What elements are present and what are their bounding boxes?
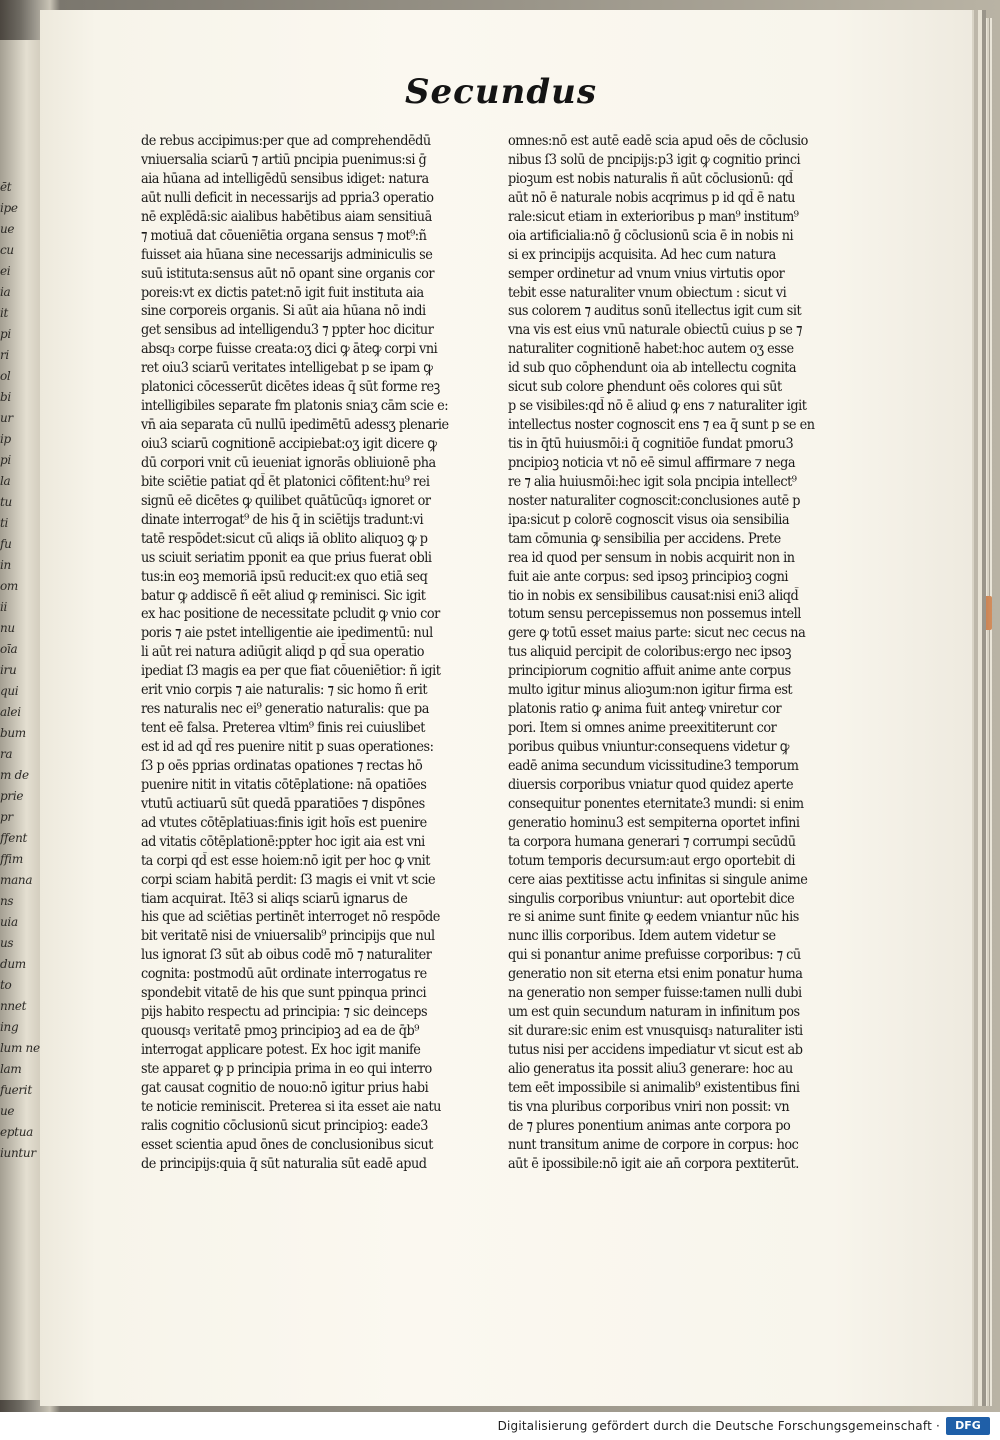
text-line: ⁊ motiuā dat cōueniētia organa sensus ⁊ mot⁹:ñ xyxy=(141,227,427,244)
text-line: sit durare:sic enim est vnusquisq₃ naturaliter isti xyxy=(508,1023,803,1040)
text-line: de ⁊ plures ponentium animas ante corpora po xyxy=(508,1117,791,1134)
text-line: aūt nulli deficit in necessarijs ad ppria3 operatio xyxy=(141,189,434,206)
text-line: platonici cōcesserūt dicētes ideas q̄ sūt forme reꝫ xyxy=(141,379,440,396)
previous-page-fragment: ii xyxy=(0,600,8,614)
text-line: noster naturaliter cognoscit:conclusiones autē p xyxy=(508,492,801,509)
text-line: oiu3 sciarū cognitionē accipiebat:oʒ igit dicere ꝙ xyxy=(141,436,437,452)
text-line: sicut sub colore ꝑhendunt oēs colores qui sūt xyxy=(508,379,782,396)
previous-page-fragment: ffent xyxy=(0,831,28,845)
text-line: est id ad qd̄ res puenire nitit p suas operationes: xyxy=(141,739,434,755)
text-line: esset scientia apud ōnes de conclusionibus sicut xyxy=(141,1136,433,1153)
text-line: get sensibus ad intelligendu3 ⁊ ppter hoc dicitur xyxy=(141,322,434,339)
text-line: sus colorem ⁊ auditus sonū itellectus igit cum sit xyxy=(508,303,802,320)
text-line: ad vtutes cōtēplatiuas:finis igit hoīs est puenire xyxy=(141,814,427,831)
text-line: quousq₃ veritatē pmoꝫ principioꝫ ad ea de q̄b⁹ xyxy=(141,1023,419,1040)
text-line: erit vnio corpis ⁊ aie naturalis: ⁊ sic homo ñ erit xyxy=(141,682,428,699)
previous-page-fragment: fuerit xyxy=(0,1083,32,1097)
previous-page-fragment: ue xyxy=(0,222,15,236)
text-line: interrogat applicare potest. Ex hoc igit manife xyxy=(141,1042,421,1058)
previous-page-fragment: cu xyxy=(0,243,14,257)
previous-page-fragment: om xyxy=(0,579,19,593)
text-line: batur ꝙ addiscē ñ eēt aliud ꝙ reminisci. Sic igit xyxy=(141,587,426,604)
footer-bar xyxy=(0,1412,1000,1440)
previous-page-fragment: us xyxy=(0,936,14,950)
text-line: gat causat cognitio de nouo:nō igitur prius habi xyxy=(141,1079,429,1096)
text-line: oia artificialia:nō ḡ cōclusionū scia ē in nobis ni xyxy=(508,227,794,244)
footer-credit: Digitalisierung gefördert durch die Deutsche Forschungsgemeinschaft · xyxy=(497,1419,940,1433)
text-line: diuersis corporibus vniatur quod quidez aperte xyxy=(508,776,794,793)
previous-page-fragment: nu xyxy=(0,621,15,635)
previous-page-fragment: qui xyxy=(0,684,19,698)
text-line: intelligibiles separate fm platonis sniaʒ cām scie e: xyxy=(141,398,449,415)
text-line: ad vitatis cōtēplationē:ppter hoc igit aia est vni xyxy=(141,833,425,850)
text-line: de rebus accipimus:per que ad comprehendēdū xyxy=(141,133,431,149)
previous-page-fragment: ei xyxy=(0,264,11,278)
previous-page-fragment: ue xyxy=(0,1104,15,1118)
text-line: totum temporis decursum:aut ergo oportebit di xyxy=(508,852,795,869)
text-line: tis vna pluribus corporibus vniri non possit: vn xyxy=(508,1098,790,1115)
text-line: id sub quo cōphendunt oia ab intellectu cognita xyxy=(508,360,797,377)
text-line: poris ⁊ aie pstet intelligentie aie ipedimentū: nul xyxy=(141,625,433,642)
text-line: ſ3 p oēs pprias ordinatas opationes ⁊ rectas hō xyxy=(141,757,423,774)
text-line: ta corpi qd̄ est esse hoiem:nō igit per hoc ꝙ vnit xyxy=(141,852,430,869)
previous-page-fragment: alei xyxy=(0,705,21,719)
text-line: spondebit vitatē de his que sunt ppinqua princi xyxy=(141,985,427,1002)
previous-page-fragment: ur xyxy=(0,411,13,425)
previous-page-fragment: pr xyxy=(0,810,13,824)
previous-page-fragment: lam xyxy=(0,1062,22,1076)
text-line: tus aliquid percipit de coloribus:ergo nec ipsoꝫ xyxy=(508,644,792,661)
text-line: tent eē falsa. Preterea vltim⁹ finis rei cuiuslibet xyxy=(141,720,425,737)
text-line: li aūt rei natura adiūgit aliqd p qd̄ sua operatio xyxy=(141,644,424,661)
page-title: Secundus xyxy=(405,72,597,112)
text-line: generatio hominu3 est sempiterna oportet infini xyxy=(508,814,800,831)
previous-page-fragment: ia xyxy=(0,285,11,299)
text-line: qui si ponantur anime prefuisse corporibus: ⁊ cū xyxy=(508,947,801,964)
previous-page-fragment: ra xyxy=(0,747,13,761)
previous-page-fragment: iru xyxy=(0,663,17,677)
text-line: pncipioꝫ noticia vt nō eē simul affirmare ⁊ nega xyxy=(508,454,796,471)
previous-page-fragment: lum ne xyxy=(0,1041,40,1055)
text-line: res naturalis nec ei⁹ generatio naturalis: que pa xyxy=(141,701,429,718)
text-line: pori. Item si omnes anime preexititerunt cor xyxy=(508,720,777,737)
page-edge-stack xyxy=(972,18,992,1406)
text-line: rale:sicut etiam in exterioribus p man⁹ institum⁹ xyxy=(508,208,799,225)
text-line: ta corpora humana generari ⁊ corrumpi secūdū xyxy=(508,833,796,850)
text-line: aūt ē ipossibile:nō igit aie an̄ corpora pextiterūt. xyxy=(508,1155,799,1172)
previous-page-fragment: eptua xyxy=(0,1125,33,1139)
text-line: de principijs:quia q̄ sūt naturalia sūt eadē apud xyxy=(141,1155,427,1172)
text-line: ste apparet ꝙ p principia prima in eo qui interro xyxy=(141,1060,432,1077)
text-line: his que ad sciētias pertinēt interroget nō respōde xyxy=(141,909,440,926)
text-line: nē explēdā:sic aialibus habētibus aiam sensitiuā xyxy=(141,208,432,225)
text-line: totum sensu percepissemus non possemus intell xyxy=(508,606,801,623)
text-line: multo igitur minus alioꝫum:non igitur firma est xyxy=(508,682,793,699)
text-line: dū corpori vnit cū ieueniat ignorās obliuionē pha xyxy=(141,454,436,471)
text-line: tam cōmunia ꝙ sensibilia per accidens. Prete xyxy=(508,530,781,547)
text-line: na generatio non semper fuisse:tamen nulli dubi xyxy=(508,985,802,1002)
text-line: bit veritatē nisi de vniuersalib⁹ principijs que nul xyxy=(141,928,435,945)
previous-page-fragment: m de xyxy=(0,768,29,782)
text-line: nunt transitum anime de corpore in corpus: hoc xyxy=(508,1136,799,1153)
text-line: ret oiu3 sciarū veritates intelligebat p se ipam ꝙ xyxy=(141,360,433,377)
text-line: re si anime sunt finite ꝙ eedem vniantur nūc his xyxy=(508,909,799,926)
text-line: tus:in eoꝫ memoriā ipsū reducit:ex quo etiā seq xyxy=(141,568,428,585)
text-line: aūt nō ē naturale nobis acqrimus p id qd̄ ē natu xyxy=(508,189,795,206)
text-line: consequitur ponentes eternitate3 mundi: si enim xyxy=(508,795,804,812)
text-line: bite sciētie patiat qd̄ ēt platonici cōfitent:hu⁹ rei xyxy=(141,473,430,490)
text-line: poreis:vt ex dictis patet:nō igit fuit instituta aia xyxy=(141,284,424,301)
previous-page-edge xyxy=(0,40,45,1400)
text-line: fuit aie ante corpus: sed ipsoꝫ principioꝫ cogni xyxy=(508,568,789,585)
text-line: fuisset aia hūana sine necessarijs adminiculis se xyxy=(141,246,433,263)
dfg-logo: DFG xyxy=(946,1417,990,1435)
previous-page-fragment: mana xyxy=(0,873,33,887)
text-line: sine corporeis organis. Si aūt aia hūana nō indi xyxy=(141,303,426,320)
text-line: intellectus noster cognoscit ens ⁊ ea q̄ sunt p se en xyxy=(508,417,815,434)
text-line: naturaliter cognitionē habet:hoc autem oʒ esse xyxy=(508,341,794,358)
text-line: tutus nisi per accidens impediatur vt sicut est ab xyxy=(508,1042,803,1058)
text-line: cognita: postmodū aūt ordinate interrogatus re xyxy=(141,966,427,983)
text-line: absq₃ corpe fuisse creata:oʒ dici ꝙ āteꝙ corpi vni xyxy=(141,341,438,358)
text-line: tis in q̄tū huiusmōi:i q̄ cognitiōe fundat pmoru3 xyxy=(508,436,794,452)
previous-page-fragment: bum xyxy=(0,726,26,740)
text-line: pijs habito respectu ad principia: ⁊ sic deinceps xyxy=(141,1004,428,1021)
previous-page-fragment: ēt xyxy=(0,180,12,194)
text-line: tio in nobis ex sensibilibus causat:nisi eni3 aliqd̄ xyxy=(508,587,799,604)
text-line: ipediat ſ3 magis ea per que fiat cōueniētior: ñ igit xyxy=(141,663,441,680)
text-line: us sciuit seriatim pponit ea que prius fuerat obli xyxy=(141,549,432,566)
text-line: eadē anima secundum vicissitudine3 temporum xyxy=(508,757,799,774)
text-line: omnes:nō est autē eadē scia apud oēs de cōclusio xyxy=(508,133,808,149)
text-line: platonis ratio ꝙ anima fuit anteꝙ vniretur cor xyxy=(508,701,782,718)
previous-page-fragment: pi xyxy=(0,327,11,341)
previous-page-fragment: ip xyxy=(0,432,11,446)
previous-page-fragment: ol xyxy=(0,369,11,383)
text-line: gere ꝙ totū esset maius parte: sicut nec cecus na xyxy=(508,625,806,642)
text-line: dinate interrogat⁹ de his q̄ in sciētijs tradunt:vi xyxy=(141,511,424,528)
text-line: corpi sciam habitā perdit: ſ3 magis ei vnit vt scie xyxy=(141,871,436,888)
text-line: ex hac positione de necessitate pcludit ꝙ vnio cor xyxy=(141,606,440,623)
text-line: ralis cognitio cōclusionū sicut principioꝫ: eade3 xyxy=(141,1117,428,1134)
text-line: re ⁊ alia huiusmōi:hec igit sola pncipia intellect⁹ xyxy=(508,473,797,490)
text-line: aia hūana ad intelligēdū sensibus idiget: natura xyxy=(141,170,429,187)
text-line: generatio non sit eterna etsi enim ponatur huma xyxy=(508,966,803,983)
text-line: poribus quibus vniuntur:consequens videtur ꝙ xyxy=(508,739,789,755)
previous-page-fragment: uia xyxy=(0,915,18,929)
text-line: nunc illis corporibus. Idem autem videtur se xyxy=(508,928,776,945)
previous-page-fragment: nnet xyxy=(0,999,27,1013)
previous-page-fragment: prie xyxy=(0,789,24,803)
text-line: lus ignorat ſ3 sūt ab oibus codē mō ⁊ naturaliter xyxy=(141,947,432,964)
previous-page-fragment: iuntur xyxy=(0,1146,36,1160)
left-text-column xyxy=(141,132,461,1174)
previous-page-fragment: ing xyxy=(0,1020,19,1034)
previous-page-fragment: ri xyxy=(0,348,9,362)
text-line: um est quin secundum naturam in infinitum pos xyxy=(508,1004,800,1021)
previous-page-fragment: ipe xyxy=(0,201,18,215)
previous-page-fragment: ti xyxy=(0,516,9,530)
text-line: cere aias pextitisse actu infinitas si singule anime xyxy=(508,871,808,888)
text-line: si ex principijs acquisita. Ad hec cum natura xyxy=(508,246,776,263)
previous-page-fragment: fu xyxy=(0,537,12,551)
text-line: ipa:sicut p colorē cognoscit visus oia sensibilia xyxy=(508,511,790,528)
previous-page-fragment: la xyxy=(0,474,11,488)
previous-page-fragment: dum xyxy=(0,957,26,971)
text-line: vniuersalia sciarū ⁊ artiū pncipia puenimus:si ḡ xyxy=(141,151,427,168)
text-line: tatē respōdet:sicut cū aliqs iā oblito aliquoꝫ ꝙ p xyxy=(141,530,428,547)
text-line: tiam acquirat. Itē3 si aliqs sciarū ignarus de xyxy=(141,890,408,907)
text-line: semper ordinetur ad vnum vnius virtutis opor xyxy=(508,265,785,282)
text-line: rea id quod per sensum in nobis acquirit non in xyxy=(508,549,795,566)
text-line: te noticie reminiscit. Preterea si ita esset aie natu xyxy=(141,1098,441,1115)
text-line: pioꝫum est nobis naturalis ñ aūt cōclusionū: qd̄ xyxy=(508,170,793,187)
text-line: singulis corporibus vniuntur: aut oportebit dice xyxy=(508,890,795,907)
previous-page-fragment: pi xyxy=(0,453,11,467)
text-line: suū istituta:sensus aūt nō opant sine organis cor xyxy=(141,265,435,282)
text-line: puenire nitit in vitatis cōtēplatione: nā opatiōes xyxy=(141,776,427,793)
previous-page-fragment: ns xyxy=(0,894,14,908)
previous-page-fragment: it xyxy=(0,306,9,320)
text-line: vn̄ aia separata cū nullū ipedimētū adessʒ plenarie xyxy=(141,417,449,434)
text-line: signū eē dicētes ꝙ quilibet quātūcūq₃ ignoret or xyxy=(141,492,431,509)
text-line: p se visibiles:qd̄ nō ē aliud ꝙ ens ⁊ naturaliter igit xyxy=(508,398,807,415)
text-line: tem eēt impossibile si animalib⁹ existentibus fini xyxy=(508,1079,800,1096)
text-line: alio generatus ita possit aliu3 generare: hoc au xyxy=(508,1060,793,1077)
text-line: nibus ſ3 solū de pncipijs:p3 igit ꝙ cognitio princi xyxy=(508,151,801,168)
previous-page-fragment: tu xyxy=(0,495,12,509)
previous-page-fragment: to xyxy=(0,978,12,992)
text-line: vna vis est eius vnū naturale obiectū cuius p se ⁊ xyxy=(508,322,802,339)
previous-page-fragment: in xyxy=(0,558,11,572)
text-line: principiorum cognitio affuit anime ante corpus xyxy=(508,663,791,680)
previous-page-fragment: ffim xyxy=(0,852,23,866)
previous-page-fragment: bi xyxy=(0,390,11,404)
right-text-column xyxy=(508,132,828,1174)
text-line: tebit esse naturaliter vnum obiectum : sicut vi xyxy=(508,284,787,301)
text-line: vtutū actiuarū sūt quedā pparatiōes ⁊ dispōnes xyxy=(141,795,425,812)
previous-page-fragment: oīa xyxy=(0,642,18,656)
